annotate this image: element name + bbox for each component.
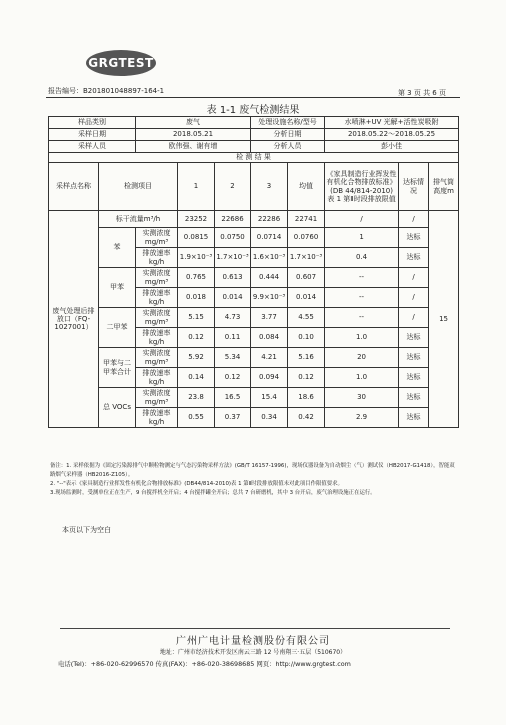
conc-average: 4.55 bbox=[288, 308, 325, 328]
footer-rule bbox=[60, 628, 450, 629]
results-section-label: 检 测 结 果 bbox=[49, 153, 459, 163]
report-number-label: 报告编号： bbox=[48, 87, 83, 95]
exhaust-results-table bbox=[48, 116, 459, 428]
pollutant-name: 二甲苯 bbox=[99, 308, 136, 348]
conc-value-3: 0.0714 bbox=[251, 228, 288, 248]
sample-date-label: 采样日期 bbox=[49, 129, 136, 141]
sample-type-value: 废气 bbox=[136, 117, 251, 129]
header-stack-height: 排气筒高度m bbox=[429, 163, 459, 211]
conc-value-3: 15.4 bbox=[251, 388, 288, 408]
flow-value-1: 23252 bbox=[178, 211, 215, 228]
sampling-site: 废气处理后排放口（FQ-1027001） bbox=[49, 211, 99, 428]
rate-value-1: 0.018 bbox=[178, 288, 215, 308]
pollutant-name: 甲苯与二甲苯合计 bbox=[99, 348, 136, 388]
rate-label: 排放速率kg/h bbox=[136, 248, 178, 268]
analysis-date-label: 分析日期 bbox=[251, 129, 325, 141]
conc-conclusion: / bbox=[399, 268, 429, 288]
flow-standard: / bbox=[325, 211, 399, 228]
rate-value-3: 0.084 bbox=[251, 328, 288, 348]
company-name: 广州广电计量检测股份有限公司 bbox=[176, 636, 330, 647]
conc-conclusion: / bbox=[399, 308, 429, 328]
analysis-date-value: 2018.05.22～2018.05.25 bbox=[325, 129, 459, 141]
conc-standard: -- bbox=[325, 308, 399, 328]
flow-value-3: 22286 bbox=[251, 211, 288, 228]
sample-type-label: 样品类别 bbox=[49, 117, 136, 129]
rate-value-3: 9.9×10⁻³ bbox=[251, 288, 288, 308]
conc-average: 0.607 bbox=[288, 268, 325, 288]
conc-conclusion: 达标 bbox=[399, 388, 429, 408]
rate-label: 排放速率kg/h bbox=[136, 328, 178, 348]
conc-conclusion: 达标 bbox=[399, 228, 429, 248]
rate-value-1: 0.14 bbox=[178, 368, 215, 388]
rate-value-2: 1.7×10⁻³ bbox=[215, 248, 251, 268]
conc-standard: -- bbox=[325, 268, 399, 288]
conc-value-1: 0.765 bbox=[178, 268, 215, 288]
conc-value-3: 4.21 bbox=[251, 348, 288, 368]
company-logo: GRGTEST bbox=[86, 50, 156, 76]
header-standard: 《家具制造行业挥发性有机化合物排放标准》(DB 44/814-2010) 表 1 第Ⅱ时段排放限值 bbox=[325, 163, 399, 211]
conc-value-2: 0.613 bbox=[215, 268, 251, 288]
rate-label: 排放速率kg/h bbox=[136, 368, 178, 388]
rate-average: 0.12 bbox=[288, 368, 325, 388]
header-average: 均值 bbox=[288, 163, 325, 211]
header-sample-3: 3 bbox=[251, 163, 288, 211]
rate-value-2: 0.11 bbox=[215, 328, 251, 348]
rate-label: 排放速率kg/h bbox=[136, 288, 178, 308]
conc-standard: 1 bbox=[325, 228, 399, 248]
conc-average: 0.0760 bbox=[288, 228, 325, 248]
conc-label: 实测浓度mg/m³ bbox=[136, 388, 178, 408]
rate-value-2: 0.014 bbox=[215, 288, 251, 308]
conc-label: 实测浓度mg/m³ bbox=[136, 348, 178, 368]
page-indicator: 第 3 页 共 6 页 bbox=[397, 89, 446, 97]
flow-conclusion: / bbox=[399, 211, 429, 228]
remark-3: 3.现场监测时，受测单位正在生产，9 台搅拌机全开启；4 台搅拌罐全开启；总共 7 台研磨机，其中 3 台开启，废气治理设施正在运行。 bbox=[50, 490, 376, 496]
header-sample-1: 1 bbox=[178, 163, 215, 211]
conc-value-2: 0.0750 bbox=[215, 228, 251, 248]
company-contact: 电话(Tel)：+86-020-62996570 传真(FAX)：+86-020-38698685 网页：http://www.grgtest.com bbox=[58, 660, 351, 668]
conc-conclusion: 达标 bbox=[399, 348, 429, 368]
conc-value-2: 5.34 bbox=[215, 348, 251, 368]
rate-value-3: 0.094 bbox=[251, 368, 288, 388]
sampler-label: 采样人员 bbox=[49, 141, 136, 153]
conc-value-1: 5.15 bbox=[178, 308, 215, 328]
rate-conclusion: 达标 bbox=[399, 408, 429, 428]
conc-value-1: 23.8 bbox=[178, 388, 215, 408]
rate-average: 0.10 bbox=[288, 328, 325, 348]
header-sample-2: 2 bbox=[215, 163, 251, 211]
rate-average: 0.42 bbox=[288, 408, 325, 428]
conc-value-2: 4.73 bbox=[215, 308, 251, 328]
facility-value: 水喷淋+UV 光解+活性炭吸附 bbox=[325, 117, 459, 129]
report-number-value: B201801048897-164-1 bbox=[83, 87, 165, 95]
remark-2: 2. "--"表示《家具制造行业挥发性有机化合物排放标准》(DB44/814-2010)表 1 第Ⅱ时段排放限值未对此项目作限值要求。 bbox=[50, 481, 343, 487]
table-title: 表 1-1 废气检测结果 bbox=[206, 105, 300, 116]
rate-value-3: 0.34 bbox=[251, 408, 288, 428]
conc-standard: 30 bbox=[325, 388, 399, 408]
blank-page-note: 本页以下为空白 bbox=[62, 526, 111, 534]
conc-value-3: 3.77 bbox=[251, 308, 288, 328]
rate-value-3: 1.6×10⁻³ bbox=[251, 248, 288, 268]
rate-conclusion: 达标 bbox=[399, 368, 429, 388]
rate-conclusion: / bbox=[399, 288, 429, 308]
analyst-value: 彭小佳 bbox=[325, 141, 459, 153]
rate-average: 1.7×10⁻³ bbox=[288, 248, 325, 268]
rate-value-2: 0.37 bbox=[215, 408, 251, 428]
rate-conclusion: 达标 bbox=[399, 248, 429, 268]
rate-value-1: 0.55 bbox=[178, 408, 215, 428]
analyst-label: 分析人员 bbox=[251, 141, 325, 153]
rate-standard: 2.9 bbox=[325, 408, 399, 428]
rate-label: 排放速率kg/h bbox=[136, 408, 178, 428]
rate-average: 0.014 bbox=[288, 288, 325, 308]
conc-average: 5.16 bbox=[288, 348, 325, 368]
rate-standard: 1.0 bbox=[325, 368, 399, 388]
conc-label: 实测浓度mg/m³ bbox=[136, 268, 178, 288]
remark-1: 备注：1. 采样依据为《固定污染源排气中颗粒物测定与气态污染物采样方法》(GB/T 16157-1996)，现场仪器设备为自动烟尘（气）测试仪（HB2017-G1418），智能双路烟气采样器（HB2016-Z105）。 bbox=[50, 463, 455, 478]
flow-value-2: 22686 bbox=[215, 211, 251, 228]
conc-average: 18.6 bbox=[288, 388, 325, 408]
company-address: 地址：广州市经济技术开发区南云三路 12 号南翔三·五层（510670） bbox=[159, 649, 347, 656]
remarks bbox=[50, 462, 458, 498]
rate-value-1: 1.9×10⁻³ bbox=[178, 248, 215, 268]
rate-standard: 0.4 bbox=[325, 248, 399, 268]
flow-average: 22741 bbox=[288, 211, 325, 228]
pollutant-name: 苯 bbox=[99, 228, 136, 268]
facility-label: 处理设施名称/型号 bbox=[251, 117, 325, 129]
flow-label: 标干流量m³/h bbox=[99, 211, 178, 228]
rate-value-1: 0.12 bbox=[178, 328, 215, 348]
rate-standard: -- bbox=[325, 288, 399, 308]
header-rule bbox=[46, 97, 460, 98]
header-conclusion: 达标情况 bbox=[399, 163, 429, 211]
stack-height-value: 15 bbox=[429, 211, 459, 428]
conc-value-3: 0.444 bbox=[251, 268, 288, 288]
report-number bbox=[48, 86, 164, 96]
rate-conclusion: 达标 bbox=[399, 328, 429, 348]
conc-value-1: 0.0815 bbox=[178, 228, 215, 248]
conc-standard: 20 bbox=[325, 348, 399, 368]
conc-value-2: 16.5 bbox=[215, 388, 251, 408]
header-site: 采样点名称 bbox=[49, 163, 99, 211]
sample-date-value: 2018.05.21 bbox=[136, 129, 251, 141]
conc-label: 实测浓度mg/m³ bbox=[136, 228, 178, 248]
conc-value-1: 5.92 bbox=[178, 348, 215, 368]
rate-standard: 1.0 bbox=[325, 328, 399, 348]
header-item: 检测项目 bbox=[99, 163, 178, 211]
pollutant-name: 甲苯 bbox=[99, 268, 136, 308]
conc-label: 实测浓度mg/m³ bbox=[136, 308, 178, 328]
sampler-value: 欧伟强、谢有增 bbox=[136, 141, 251, 153]
rate-value-2: 0.12 bbox=[215, 368, 251, 388]
pollutant-name: 总 VOCs bbox=[99, 388, 136, 428]
